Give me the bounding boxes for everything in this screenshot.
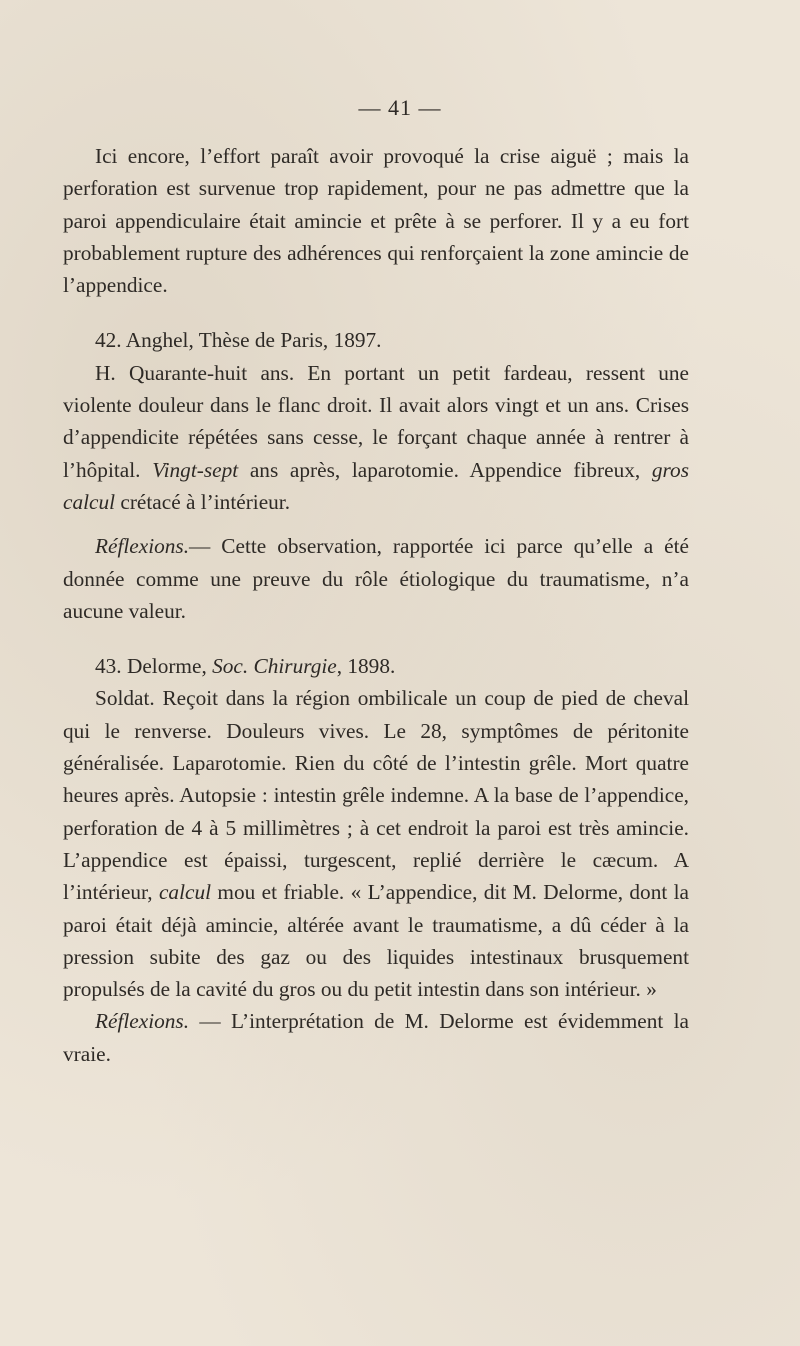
spacer (63, 627, 689, 650)
case-43-heading (63, 650, 689, 682)
case-42-reflexions-text: — Cette observation, rapportée ici parce qu’elle a été donnée comme une preuve du rôle étiologique du traumatisme, n’a aucune valeur. (63, 534, 689, 623)
case-42-body (63, 357, 689, 518)
case-42-body-text-b: ans après, laparotomie. Appendice fibreux, (238, 457, 652, 482)
case-43-reflexions-label: Réflexions. (95, 1009, 190, 1034)
case-43-heading-journal: Soc. Chirurgie (212, 654, 337, 679)
page-number: — 41 — (358, 95, 442, 120)
case-43-body-text-b: mou et friable. « L’appendice, dit M. Delorme, dont la paroi était déjà amincie, altérée avant le traumatisme, a dû céder à la pression subite des gaz ou des liquides intestinaux brusquement propulsés de la cavité du gros ou du petit intestin dans son intérieur. » (63, 880, 689, 1002)
case-42-body-italic-2: gros calcul (63, 457, 689, 514)
case-43-body (63, 682, 689, 1005)
case-42-reflexions-label: Réflexions. (95, 534, 190, 559)
case-42-body-text-a: H. Quarante-huit ans. En portant un petit fardeau, ressent une violente douleur dans le flanc droit. Il avait alors vingt et un ans. Crises d’appendicite répétées sans cesse, le forçant chaque année à rentrer à l’hôpital. (63, 360, 689, 482)
case-42-body-italic-1: Vingt-sept (152, 457, 239, 482)
spacer (63, 518, 689, 530)
case-43-body-italic: calcul (158, 880, 212, 905)
page-body (63, 140, 689, 1070)
case-42-reflexions (63, 530, 689, 627)
case-42-body-text-c: crétacé à l’intérieur. (115, 489, 291, 514)
intro-paragraph: Ici encore, l’effort paraît avoir provoqué la crise aiguë ; mais la perforation est survenue trop rapidement, pour ne pas admettre que la paroi appendiculaire était amincie et prête à se perforer. Il y a eu fort probablement rupture des adhérences qui renforçaient la zone amincie de l’appendice. (63, 144, 689, 298)
case-43-reflexions-text: — L’interprétation de M. Delorme est évidemment la vraie. (63, 1009, 689, 1066)
case-43-heading-year: , 1898. (336, 654, 396, 679)
case-42-heading: 42. Anghel, Thèse de Paris, 1897. (95, 328, 382, 353)
spacer (63, 301, 689, 324)
case-43-heading-number: 43. Delorme, (95, 654, 213, 679)
case-43-body-text-a: Soldat. Reçoit dans la région ombilicale un coup de pied de cheval qui le renverse. Douleurs vives. Le 28, symptômes de péritonite généralisée. Laparotomie. Rien du côté de l’intestin grêle. Mort quatre heures après. Autopsie : intestin grêle indemne. A la base de l’appendice, perforation de 4 à 5 millimètres ; à cet endroit la paroi est très amincie. L’appendice est épaissi, turgescent, replié derrière le cæcum. A l’intérieur, (63, 686, 689, 905)
case-43-reflexions (63, 1005, 689, 1070)
